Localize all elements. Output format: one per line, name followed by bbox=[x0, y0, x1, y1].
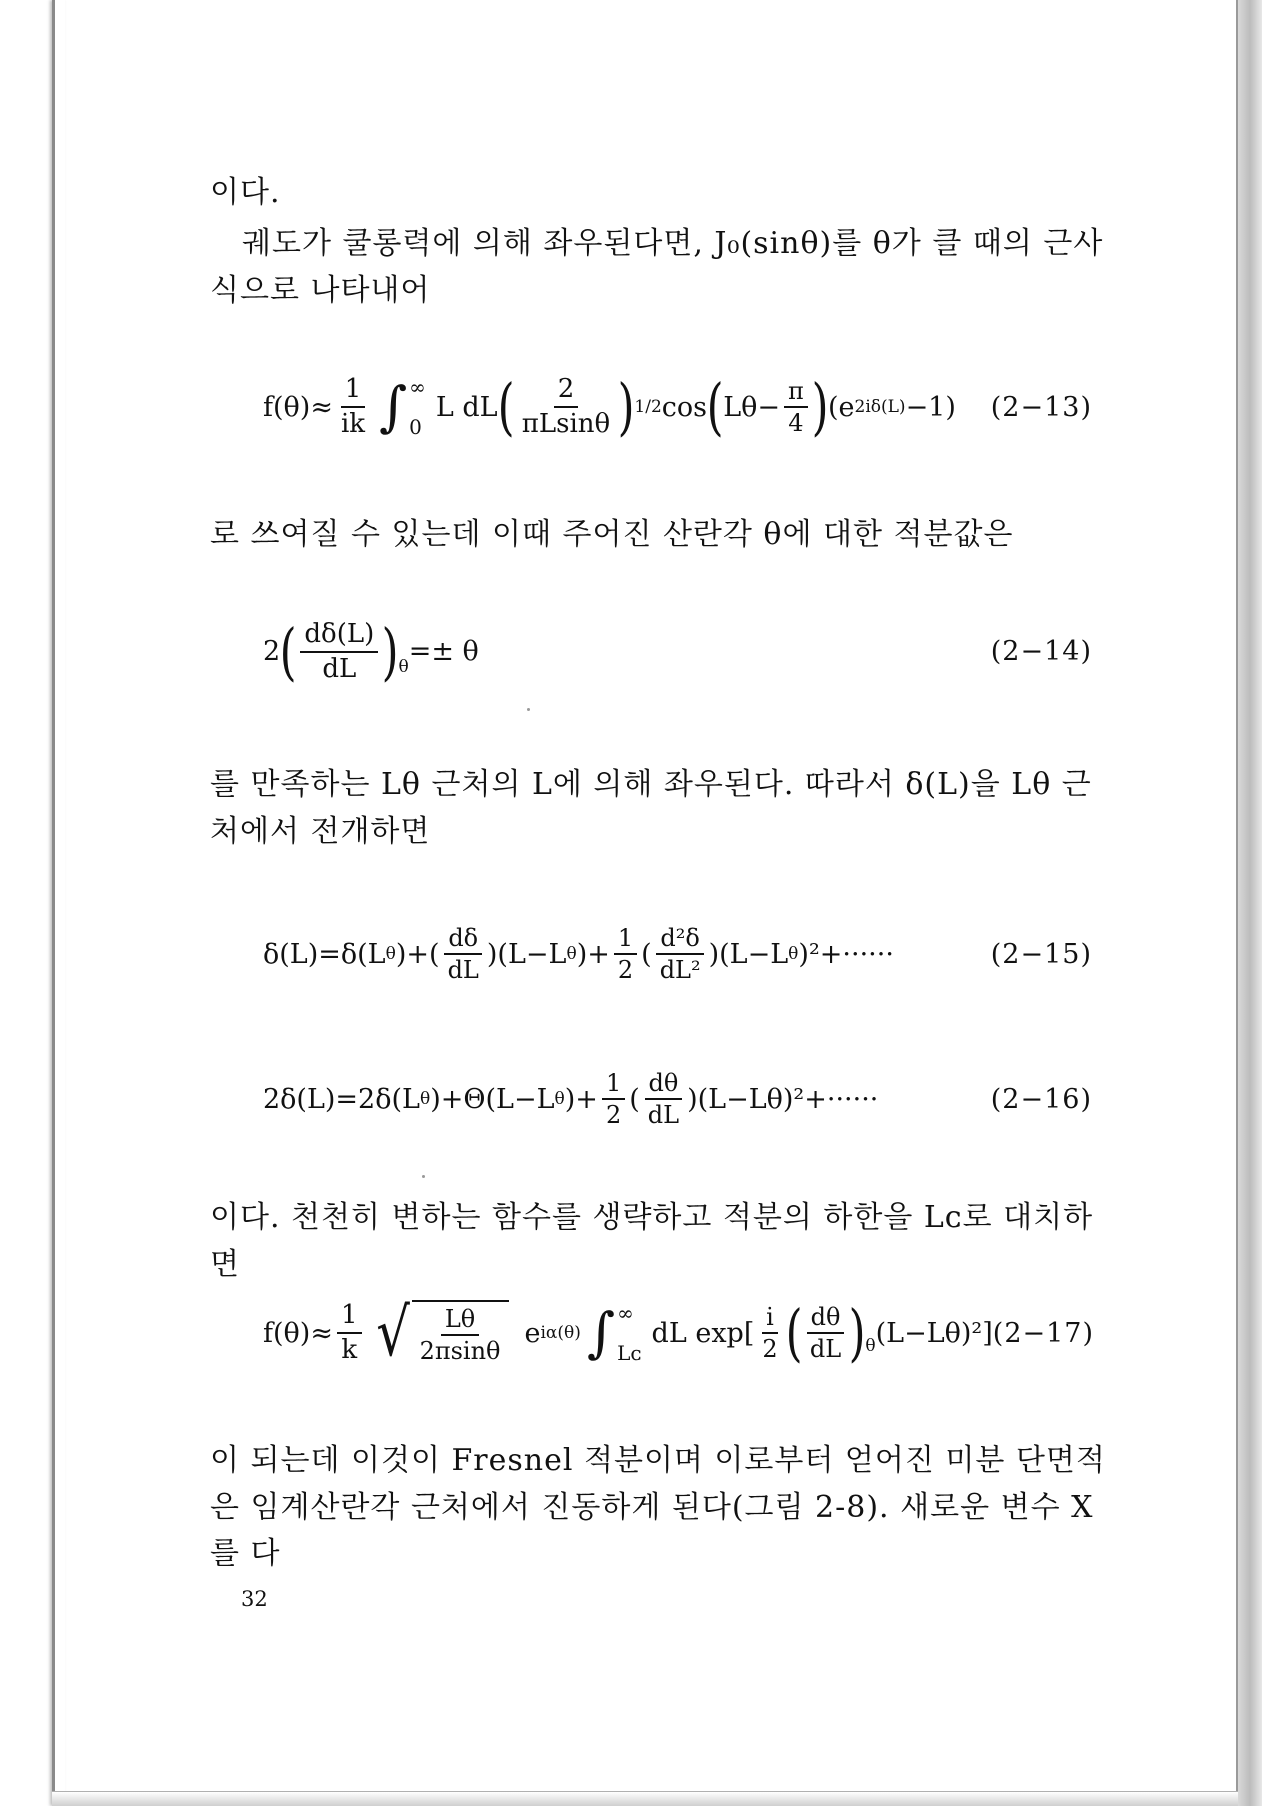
equation-number: (2−16) bbox=[990, 1083, 1092, 1115]
eq13-frac-2: $\frac{2}{\pi Lsin\theta}$ bbox=[521, 374, 611, 439]
paragraph-5: 이다. 천천히 변하는 함수를 생략하고 적분의 하한을 Lᴄ로 대치하면 bbox=[210, 1200, 1094, 1282]
equation-number: (2−17) bbox=[992, 1317, 1095, 1349]
paragraph-4: 를 만족하는 Lθ 근처의 L에 의해 좌우된다. 따라서 δ(L)을 Lθ 근처에서 전개하면 bbox=[210, 767, 1092, 849]
paragraph-1: 이다. bbox=[210, 175, 281, 210]
eq15-frac-3: $\frac{\text{d²δ}}{\text{dL²}}$ bbox=[656, 925, 705, 984]
equation-number: (2−15) bbox=[990, 938, 1092, 970]
eq17-frac-3: $\frac{d\theta}{dL}$ bbox=[806, 1304, 845, 1363]
eq14-coef: 2 bbox=[263, 636, 281, 668]
eq14-rhs: =± θ bbox=[408, 636, 479, 668]
eq13-exponent: 2iδ(L) bbox=[854, 397, 906, 417]
scan-speck bbox=[422, 1175, 425, 1178]
eq13-limits: ∞ 0 bbox=[409, 375, 426, 439]
eq17-sqrt: √ $\frac{L\theta}{2\pi\sin\theta}$ bbox=[372, 1300, 509, 1366]
eq17-integral-sign: ∫ bbox=[586, 1301, 616, 1364]
equation-2-15: δ(L)=δ(L θ )+( $\frac{d\delta}{dL}$ )(L−L θ )+ $\frac{1}{2}$ ( $\frac{\text{d²δ}}{\text{dL²}}$ )(L−L θ )²+······ (2−15) bbox=[263, 924, 1092, 985]
eq13-inner: Lθ− bbox=[723, 391, 781, 423]
eq16-frac-1: $\frac{1}{2}$ bbox=[602, 1070, 625, 1129]
eq17-limits: ∞ Lᴄ bbox=[617, 1301, 642, 1365]
eq15-frac-1: $\frac{d\delta}{dL}$ bbox=[444, 925, 483, 984]
paragraph-3: 로 쓰여질 수 있는데 이때 주어진 산란각 θ에 대한 적분값은 bbox=[210, 517, 1014, 552]
equation-2-13: f(θ)≈ $\frac{1}{ik}$ ∫ ∞ 0 L dL ( $\frac{2}{\pi Lsin\theta}$ ) 1/2 cos ( Lθ− $\frac{\pi}{4}$ ) (e 2iδ(L) −1) (2−13) bbox=[263, 370, 1092, 443]
scan-speck bbox=[527, 708, 530, 711]
eq13-integral-sign: ∫ bbox=[379, 375, 408, 438]
page-right-edge bbox=[1236, 0, 1262, 1806]
eq16-frac-2: $\frac{d\theta}{dL}$ bbox=[644, 1070, 683, 1129]
page-left-edge bbox=[52, 0, 65, 1806]
eq14-sub: θ bbox=[398, 656, 409, 677]
eq13-lhs: f(θ)≈ bbox=[263, 391, 333, 423]
page-bottom-edge bbox=[52, 1791, 1238, 1806]
eq15-frac-2: $\frac{1}{2}$ bbox=[614, 925, 637, 984]
eq13-tail2: −1) bbox=[905, 391, 956, 423]
page-number: 32 bbox=[241, 1587, 268, 1611]
eq13-power: 1/2 bbox=[634, 397, 662, 417]
equation-number: (2−13) bbox=[990, 391, 1092, 423]
eq17-frac-1: $\frac{1}{k}$ bbox=[337, 1301, 362, 1364]
eq13-integrand: L dL bbox=[435, 391, 498, 423]
eq13-frac-1: $\frac{1}{ik}$ bbox=[340, 374, 366, 439]
eq17-frac-2: $\frac{i}{2}$ bbox=[762, 1302, 778, 1363]
eq13-frac-3: $\frac{\pi}{4}$ bbox=[784, 378, 808, 437]
equation-2-16: 2δ(L)=2δ(L θ )+Θ(L−L θ )+ $\frac{1}{2}$ ( $\frac{d\theta}{dL}$ )(L−Lθ)²+······ (2−16) bbox=[263, 1069, 1092, 1130]
equation-2-14: 2 ( $\frac{d\delta(L)}{dL}$ ) $_\theta$ =± θ (2−14) bbox=[263, 614, 1092, 688]
paragraph-6: 이 되는데 이것이 Fresnel 적분이며 이로부터 얻어진 미분 단면적은 임계산란각 근처에서 진동하게 된다(그림 2-8). 새로운 변수 X를 다 bbox=[210, 1443, 1106, 1571]
equation-2-17: f(θ)≈ $\frac{1}{k}$ √ $\frac{L\theta}{2\pi\sin\theta}$ e iα(θ) ∫ ∞ Lᴄ dL exp[ $\frac{i}{2}$ ( $\frac{d\theta}{dL}$ ) $_\theta$ (L−Lθ)²] (2−17) bbox=[263, 1294, 1095, 1371]
eq14-frac: $\frac{d\delta(L)}{dL}$ bbox=[300, 620, 378, 683]
paragraph-2: 궤도가 쿨롱력에 의해 좌우된다면, J₀(sinθ)를 θ가 클 때의 근사식으로 나타내어 bbox=[210, 226, 1104, 308]
eq13-cos: cos bbox=[661, 391, 707, 423]
equation-number: (2−14) bbox=[990, 636, 1092, 668]
eq13-tail: (e bbox=[828, 391, 855, 423]
